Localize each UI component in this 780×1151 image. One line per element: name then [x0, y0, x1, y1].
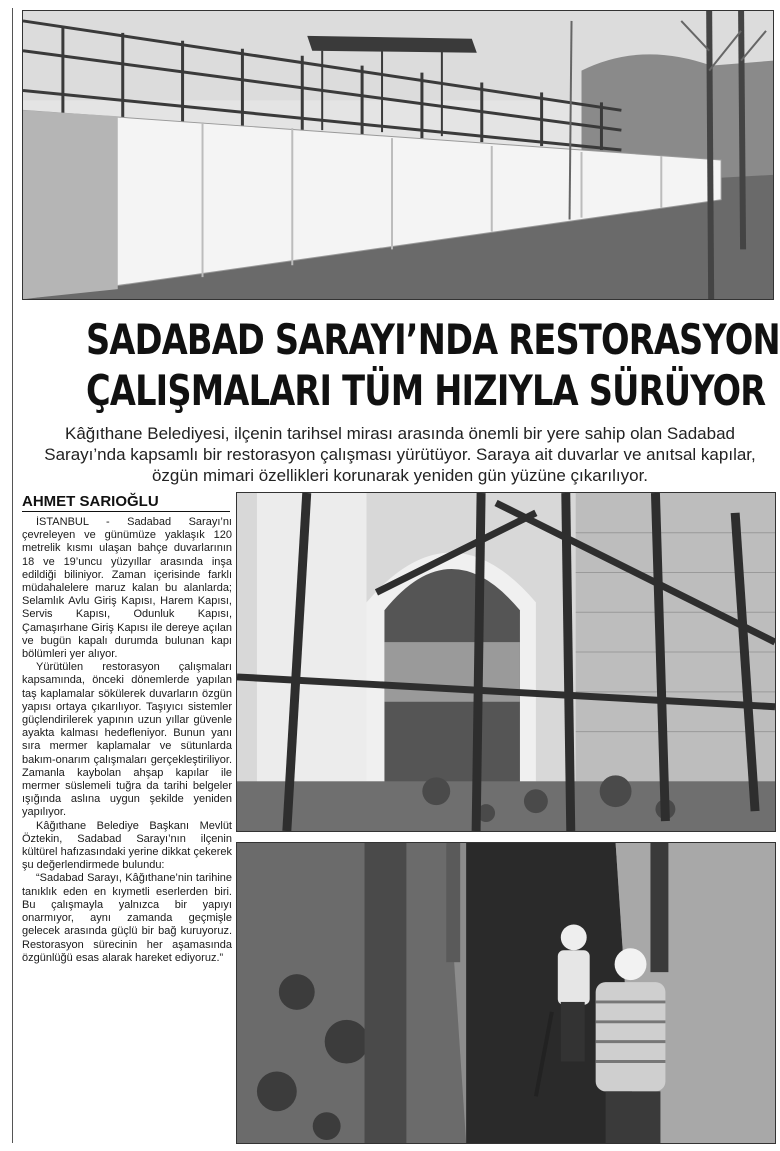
arch-scaffold-illustration — [237, 493, 775, 831]
headline-line-1: SADABAD SARAYI’NDA RESTORASYON — [86, 315, 780, 364]
article-body — [22, 516, 232, 1146]
headline-line-2: ÇALIŞMALARI TÜM HIZIYLA SÜRÜYOR — [86, 366, 766, 415]
trench-workers-illustration — [237, 843, 775, 1143]
author-byline: AHMET SARIOĞLU — [22, 493, 230, 512]
arched-gate-photo — [236, 492, 776, 832]
body-paragraph: İSTANBUL - Sadabad Sarayı’nı çevreleyen ve günümüze yaklaşık 120 metrelik kısmı ulaşan bahçe duvarlarının 18 ve 19’uncu yüzyıllar arasında inşa edildiği biliniyor. Zaman içerisinde farklı müdahalelere maruz kalan bu alanlarda; Selamlık Avlu Giriş Kapısı, Harem Kapısı, Servis Kapısı, Odunluk Kapısı, Çamaşırhane Giriş Kapısı ile dereye açılan ve bugün kapalı durumda bulunan kapı bölümleri yer alıyor. — [22, 516, 232, 661]
fence-scaffold-illustration — [23, 11, 773, 299]
restoration-site-photo — [22, 10, 774, 300]
body-paragraph: Yürütülen restorasyon çalışmaları kapsamında, önceki dönemlerde yapılan taş kaplamalar sökülerek duvarların özgün yapısı ortaya çıkarılıyor. Taşıyıcı sistemler güçlendirilerek yapının uzun yıllar güvenle ayakta kalması hedefleniyor. Bunun yanı sıra mermer kaplamalar ve sütunlarda bakım-onarım çalışmaları gerçekleştiriliyor. Zamanla kaybolan ahşap kapılar ile mermer süslemeli tuğra da tarihi belgeler ışığında aslına uygun şekilde yeniden yapılıyor. — [22, 661, 232, 819]
body-paragraph: “Sadabad Sarayı, Kâğıthane’nin tarihine tanıklık eden en kıymetli eserlerden biri. Bu çalışmayla yalnızca bir yapıyı onarmıyor, aynı zamanda geçmişle gelecek arasında güçlü bir bağ kuruyoruz. Restorasyon sürecinin her aşamasında özgünlüğü esas alarak hareket ediyoruz.” — [22, 872, 232, 964]
article-headline — [86, 314, 780, 416]
article-lead: Kâğıthane Belediyesi, ilçenin tarihsel mirası arasında önemli bir yere sahip olan Sadabad Sarayı’nda kapsamlı bir restorasyon çalışması yürütüyor. Saraya ait duvarlar ve anıtsal kapılar, özgün mimari özellikleri korunarak yeniden gün yüzüne çıkarılıyor. — [44, 424, 756, 485]
excavation-workers-photo — [236, 842, 776, 1144]
body-paragraph: Kâğıthane Belediye Başkanı Mevlüt Öztekin, Sadabad Sarayı’nın ilçenin kültürel hafızasındaki yerine dikkat çekerek şu değerlendirmede bulundu: — [22, 819, 232, 872]
page-left-rule — [12, 8, 13, 1143]
